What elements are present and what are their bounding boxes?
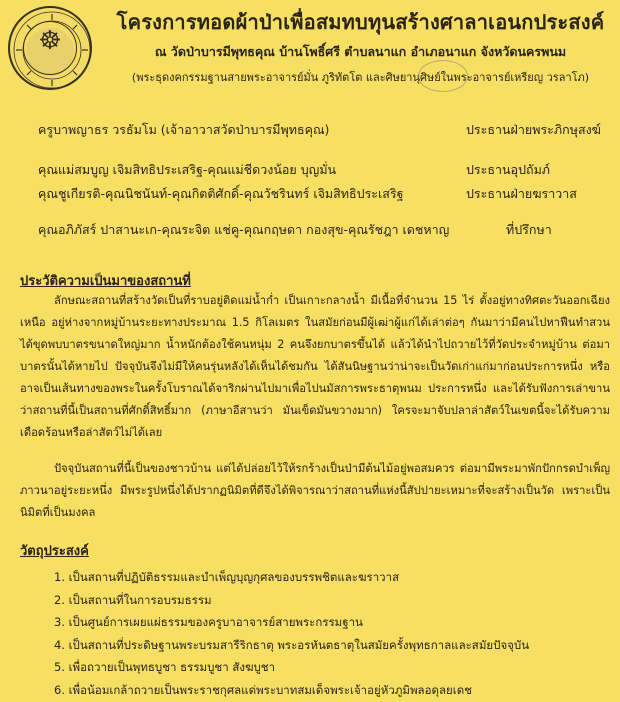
- committee-name: คุณชูเกียรติ-คุณนิชนันท์-คุณกิตติศักดิ์-คุณวัชรินทร์ เจิมสิทธิประเสริฐ: [38, 186, 404, 201]
- objectives-list: [54, 566, 614, 701]
- committee-role: ที่ปรึกษา: [506, 222, 552, 237]
- committee-role: ประธานฝ่ายฆราวาส: [466, 186, 577, 201]
- objective-item: 4. เป็นสถานที่ประดิษฐานพระบรมสารีริกธาตุ พระอรหันตธาตุในสมัยครั้งพุทธกาลและสมัยปัจจุบัน: [54, 637, 530, 652]
- lineage-line: (พระธุดงคกรรมฐานสายพระอาจารย์มั่น ภูริทัตโต และศิษยานุศิษย์ในพระอาจารย์เหรียญ วรลาโภ): [131, 71, 590, 84]
- committee-name: คุณแม่สมบูญ เจิมสิทธิประเสริฐ-คุณแม่ชีดวงน้อย บุญมั่น: [38, 162, 337, 177]
- venue-line: ณ วัดป่าบารมีพุทธคุณ บ้านโพธิ์ศรี ตำบลนาแก อำเภอนาแก จังหวัดนครพนม: [154, 44, 567, 59]
- objectives-heading: วัตถุประสงค์: [20, 544, 89, 559]
- temple-seal: [8, 6, 92, 90]
- history-paragraph: ลักษณะสถานที่สร้างวัดเป็นที่ราบอยู่ติดแม่น้ำก่ำ เป็นเกาะกลางน้ำ มีเนื้อที่จำนวน 15 ไร่ ตั้งอยู่ทางทิศตะวันออกเฉียงเหนือ อยู่ห่างจากหมู่บ้านระยะทางประมาณ 1.5 กิโลเมตร ในสมัยก่อนมีผู้เฒ่าผู้แก่ได้เล่าต่อๆ กันมาว่ามีคนไปหาฟืนทำสวนได้ขุดพบบาตรขนาดใหญ่มาก น้ำหนักต้องใช้คนหนุ่ม 2 คนจึงยกบาตรขึ้นได้ แล้วได้นำไปถวายไว้ที่วัดประจำหมู่บ้าน ต่อมาบาตรนั้นได้หายไป ปัจจุบันจึงไม่มีให้คนรุ่นหลังได้เห็นได้ชมกัน ได้สันนิษฐานว่าน่าจะเป็นวัดเก่าแก่มาก่อนประการหนึ่ง หรืออาจเป็นเส้นทางของพระในครั้งโบราณได้จาริกผ่านไปมาเพื่อไปนมัสการพระธาตุพนม ประการหนึ่ง และได้รับฟังการเล่าขานว่าสถานที่นี้เป็นสถานที่ศักดิ์สิทธิ์มาก (ภาษาอีสานว่า มันเข็ดมันขวางมาก) ใครจะมาจับปลาล่าสัตว์ในเขตนี้จะได้รับความเดือดร้อนหรือล่าสัตว์ไม่ได้เลย: [20, 294, 610, 439]
- history-paragraph: ปัจจุบันสถานที่นี้เป็นของชาวบ้าน แต่ได้ปล่อยไว้ให้รกร้างเป็นป่ามีต้นไม้อยู่พอสมควร ต่อมามีพระมาพักปักกรดบำเพ็ญภาวนาอยู่ระยะหนึ่ง มีพระรูปหนึ่งได้ปรากฏนิมิตที่ดีจึงได้พิจารณาว่าสถานที่แห่งนี้สัปปายะเหมาะที่จะสร้างเป็นวัด เพราะเป็นนิมิตที่เป็นมงคล: [20, 462, 610, 519]
- committee-role: ประธานฝ่ายพระภิกษุสงฆ์: [466, 122, 601, 137]
- committee-role: ประธานอุปถัมภ์: [466, 162, 551, 177]
- objective-item: 3. เป็นศูนย์การเผยแผ่ธรรมของครูบาอาจารย์สายพระกรรมฐาน: [54, 615, 363, 629]
- objective-item: 2. เป็นสถานที่ในการอบรมธรรม: [54, 592, 212, 607]
- faint-stamp-mark: [418, 60, 468, 92]
- objective-item: 6. เพื่อน้อมเกล้าถวายเป็นพระราชกุศลแด่พระบาทสมเด็จพระเจ้าอยู่หัวภูมิพลอดุลยเดช: [54, 682, 472, 697]
- committee-name: ครูบาพญาธร วรธัมโม (เจ้าอาวาสวัดป่าบารมีพุทธคุณ): [38, 122, 330, 137]
- objective-item: 1. เป็นสถานที่ปฏิบัติธรรมและบำเพ็ญบุญกุศลของบรรพชิตและฆราวาส: [54, 570, 400, 584]
- document-title: โครงการทอดผ้าป่าเพื่อสมทบทุนสร้างศาลาเอนกประสงค์: [116, 10, 605, 34]
- objective-item: 5. เพื่อถวายเป็นพุทธบูชา ธรรมบูชา สังฆบูชา: [54, 660, 276, 674]
- committee-name: คุณอภิภัสร์ ปาสานะเก-คุณระจิต แช่คู-คุณกฤษดา กองสุข-คุณรัชฎา เดชหาญ: [38, 222, 450, 237]
- history-heading: ประวัติความเป็นมาของสถานที่: [20, 274, 191, 289]
- buddha-emblem-icon: ☸: [38, 26, 62, 56]
